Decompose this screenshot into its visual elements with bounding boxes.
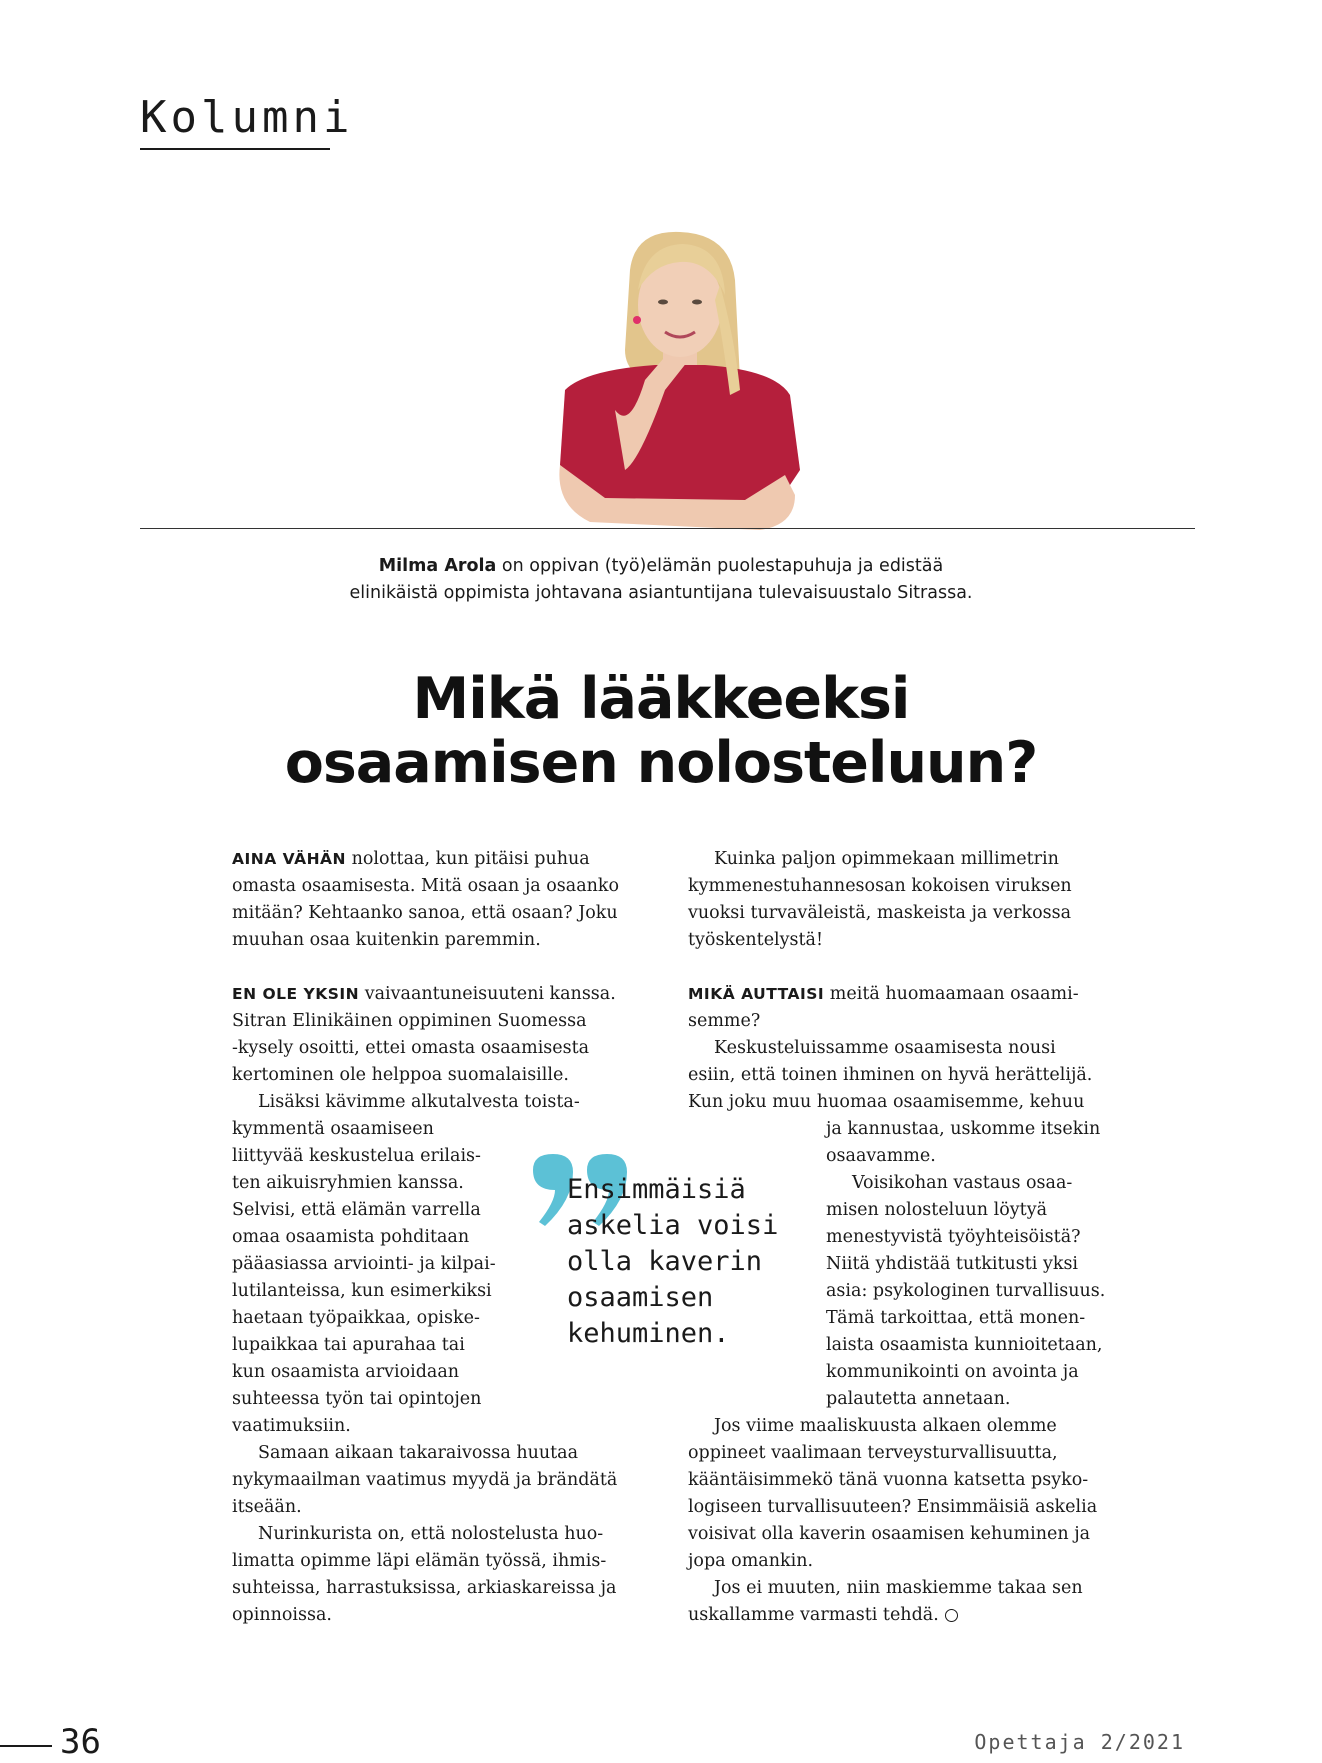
paragraph [688,981,1128,1035]
section-underline [140,148,330,150]
paragraph-lead: AINA VÄHÄN [232,850,347,868]
text-line: asia: psykologinen turvallisuus. [826,1281,1106,1301]
page-number: 36 [60,1722,101,1762]
text-line: ten aikuisryhmien kanssa. [232,1173,464,1193]
text-line: kun osaamista arvioidaan [232,1362,460,1382]
text-line: opinnoissa. [232,1605,332,1625]
paragraph [688,1413,1128,1575]
text-line: Tämä tarkoittaa, että monen- [826,1308,1086,1328]
text-line: Voisikohan vastaus osaa- [852,1173,1073,1193]
author-name: Milma Arola [378,556,497,576]
text-line: omaa osaamista pohditaan [232,1227,470,1247]
text-line: lutilanteissa, kun esimerkiksi [232,1281,492,1301]
author-caption-line1: on oppivan (työ)elämän puolestapuhuja ja edistää [496,556,944,576]
text-line: omasta osaamisesta. Mitä osaan ja osaanko [232,876,620,896]
text-line: Nurinkurista on, että nolostelusta huo- [258,1524,604,1544]
text-line: mitään? Kehtaanko sanoa, että osaan? Joku [232,903,618,923]
text-line: suhteissa, harrastuksissa, arkiaskareissa ja [232,1578,617,1598]
pull-quote-line: olla kaverin [567,1246,763,1277]
text-line: kommunikointi on avointa ja [826,1362,1079,1382]
magazine-issue: Opettaja 2/2021 [974,1730,1185,1754]
pull-quote-line: Ensimmäisiä [567,1174,746,1205]
text-line: liittyvää keskustelua erilais- [232,1146,481,1166]
text-line: nykymaailman vaatimus myydä ja brändätä [232,1470,618,1490]
text-line: kääntäisimmekö tänä vuonna katsetta psyko- [688,1470,1089,1490]
text-line: voisivat olla kaverin osaamisen kehuminen ja [688,1524,1091,1544]
text-line: Kun joku muu huomaa osaamisemme, kehuu [688,1092,1085,1112]
text-line: vaivaantuneisuuteni kanssa. [359,984,616,1004]
text-line: limatta opimme läpi elämän työssä, ihmis- [232,1551,607,1571]
text-line: misen nolosteluun löytyä [826,1200,1048,1220]
text-line: meitä huomaamaan osaami- [824,984,1079,1004]
folio-rule [0,1745,52,1747]
paragraph [232,981,632,1089]
paragraph [688,1575,1128,1629]
text-line: haetaan työpaikkaa, opiske- [232,1308,480,1328]
text-line: kymmentä osaamiseen [232,1119,434,1139]
text-line: ja kannustaa, uskomme itsekin [826,1119,1101,1139]
text-line: Lisäksi kävimme alkutalvesta toista- [258,1092,580,1112]
paragraph [688,846,1128,954]
pull-quote-line: osaamisen [567,1282,714,1313]
text-line: kertominen ole helppoa suomalaisille. [232,1065,569,1085]
text-line: suhteessa työn tai opintojen [232,1389,482,1409]
end-of-article-icon [945,1609,958,1622]
headline-line2: osaamisen nolosteluun? [284,730,1038,796]
text-line: Niitä yhdistää tutkitusti yksi [826,1254,1079,1274]
text-line: -kysely osoitti, ettei omasta osaamisesta [232,1038,590,1058]
text-line: vaatimuksiin. [232,1416,351,1436]
paragraph [232,846,632,954]
paragraph-lead: MIKÄ AUTTAISI [688,985,825,1003]
photo-divider-line [140,528,1195,529]
author-caption-line2: elinikäistä oppimista johtavana asiantuntijana tulevaisuustalo Sitrassa. [349,583,973,603]
text-line: Samaan aikaan takaraivossa huutaa [258,1443,579,1463]
text-line: esiin, että toinen ihminen on hyvä herättelijä. [688,1065,1093,1085]
text-line: Jos ei muuten, niin maskiemme takaa sen [714,1578,1083,1598]
paragraph [688,1035,1128,1170]
text-line: palautetta annetaan. [826,1389,1011,1409]
text-line: itseään. [232,1497,302,1517]
text-line: muuhan osaa kuitenkin paremmin. [232,930,541,950]
text-line: oppineet vaalimaan terveysturvallisuutta, [688,1443,1058,1463]
text-line: jopa omankin. [688,1551,814,1571]
text-line: semme? [688,1011,761,1031]
paragraph [232,1440,632,1521]
author-caption [300,553,1022,607]
text-line: osaavamme. [826,1146,936,1166]
text-line: uskallamme varmasti tehdä. [688,1605,939,1625]
text-line: Jos viime maaliskuusta alkaen olemme [714,1416,1057,1436]
pull-quote-line: kehuminen. [567,1318,730,1349]
author-portrait [545,230,815,545]
article-headline [180,667,1142,795]
text-line: laista osaamista kunnioitetaan, [826,1335,1103,1355]
text-line: lupaikkaa tai apurahaa tai [232,1335,465,1355]
paragraph-lead: EN OLE YKSIN [232,985,360,1003]
text-line: logiseen turvallisuuteen? Ensimmäisiä askelia [688,1497,1098,1517]
paragraph [232,1521,632,1629]
text-line: nolottaa, kun pitäisi puhua [346,849,590,869]
text-line: Kuinka paljon opimmekaan millimetrin [714,849,1059,869]
text-line: Keskusteluissamme osaamisesta nousi [714,1038,1056,1058]
pull-quote-line: askelia voisi [567,1210,779,1241]
text-line: vuoksi turvaväleistä, maskeista ja verkossa [688,903,1072,923]
text-line: Selvisi, että elämän varrella [232,1200,481,1220]
text-line: menestyvistä työyhteisöistä? [826,1227,1081,1247]
pull-quote [567,1172,827,1352]
headline-line1: Mikä lääkkeeksi [412,666,910,732]
text-line: Sitran Elinikäinen oppiminen Suomessa [232,1011,587,1031]
text-line: työskentelystä! [688,930,824,950]
section-label: Kolumni [140,92,354,143]
text-line: kymmenestuhannesosan kokoisen viruksen [688,876,1072,896]
text-line: pääasiassa arviointi- ja kilpai- [232,1254,496,1274]
